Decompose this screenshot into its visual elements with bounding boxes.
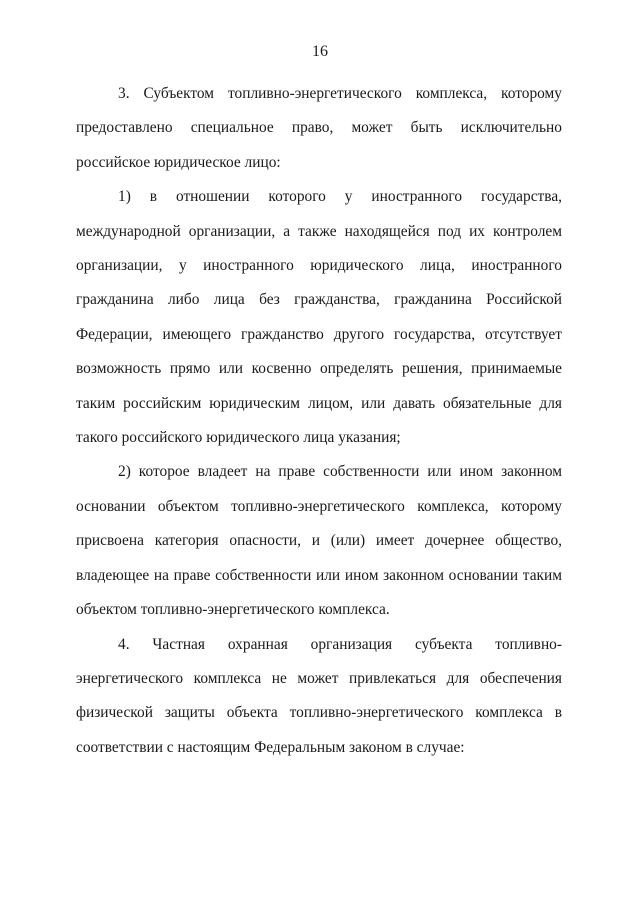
page-number: 16 (312, 43, 328, 60)
paragraph-4: 4. Частная охранная организация субъекта топливно-энергетического комплекса не может привлекаться для обеспечения физической защиты объекта топливно-энергетического комплекса в соответствии с настоящим Федеральным законом в случае: (76, 635, 562, 756)
paragraph-3-item-1: 1) в отношении которого у иностранного государства, международной организации, а также находящейся под их контролем организации, у иностранного юридического лица, иностранного гражданина либо лица без гражданства, гражданина Российской Федерации, имеющего гражданство другого государства, отсутствует возможность прямо или косвенно определять решения, принимаемые таким российским юридическим лицом, или давать обязательные для такого российского юридического лица указания; (76, 188, 562, 447)
body-text (76, 77, 562, 765)
paragraph-3-item-2: 2) которое владеет на праве собственности или ином законном основании объектом топливно-энергетического комплекса, которому присвоена категория опасности, и (или) имеет дочернее общество, владеющее на праве собственности или ином законном основании таким объектом топливно-энергетического комплекса. (76, 463, 562, 619)
paragraph-3: 3. Субъектом топливно-энергетического комплекса, которому предоставлено специальное право, может быть исключительно российское юридическое лицо: (76, 85, 562, 171)
